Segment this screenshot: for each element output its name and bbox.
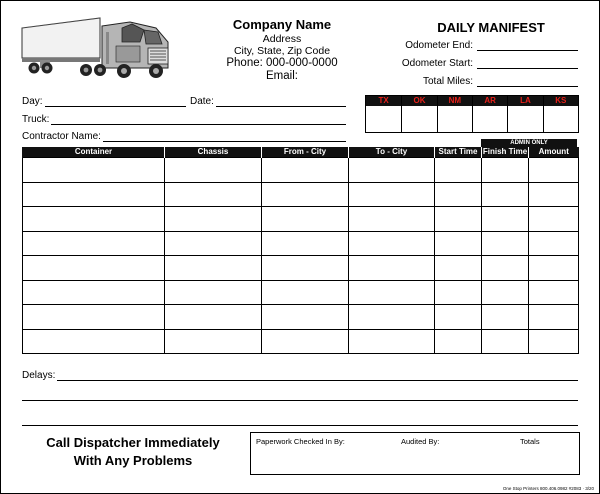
table-cell[interactable] <box>165 158 262 183</box>
state-label: TX <box>366 96 401 106</box>
signoff-box[interactable] <box>250 432 580 475</box>
state-cell-nm[interactable] <box>437 96 472 132</box>
table-cell[interactable] <box>529 280 579 305</box>
delays-line[interactable] <box>57 370 578 381</box>
table-cell[interactable] <box>349 329 435 354</box>
table-cell[interactable] <box>262 182 349 207</box>
table-cell[interactable] <box>435 182 482 207</box>
table-row <box>23 182 579 207</box>
table-row <box>23 158 579 183</box>
date-field[interactable] <box>190 96 346 107</box>
table-cell[interactable] <box>165 329 262 354</box>
table-row <box>23 256 579 281</box>
col-header-amount: Amount <box>529 147 579 158</box>
table-cell[interactable] <box>165 305 262 330</box>
company-address: Address <box>262 32 302 45</box>
odometer-end-label: Odometer End: <box>405 40 473 51</box>
table-row <box>23 280 579 305</box>
table-cell[interactable] <box>262 305 349 330</box>
state-mileage-grid <box>365 95 579 133</box>
state-label: LA <box>508 96 542 106</box>
table-cell[interactable] <box>435 305 482 330</box>
table-cell[interactable] <box>262 231 349 256</box>
contractor-field[interactable] <box>22 131 346 142</box>
dispatcher-notice-line2: With Any Problems <box>73 452 193 468</box>
day-line[interactable] <box>45 96 186 107</box>
odometer-end-field[interactable] <box>398 40 578 51</box>
table-cell[interactable] <box>529 329 579 354</box>
odometer-start-field[interactable] <box>398 58 578 69</box>
audited-label: Audited By: <box>401 437 440 446</box>
table-cell[interactable] <box>482 158 529 183</box>
company-phone: Phone: 000-000-0000 <box>226 57 338 70</box>
state-label: NM <box>438 96 472 106</box>
table-cell[interactable] <box>482 256 529 281</box>
table-cell[interactable] <box>23 280 165 305</box>
table-cell[interactable] <box>23 182 165 207</box>
table-cell[interactable] <box>349 305 435 330</box>
table-cell[interactable] <box>529 256 579 281</box>
truck-label: Truck: <box>22 114 50 125</box>
table-cell[interactable] <box>482 207 529 232</box>
col-header-finish-time: Finish Time <box>482 147 528 156</box>
table-cell[interactable] <box>349 280 435 305</box>
state-label: OK <box>402 96 436 106</box>
table-row <box>23 231 579 256</box>
table-cell[interactable] <box>529 158 579 183</box>
manifest-title: DAILY MANIFEST <box>437 20 545 35</box>
table-cell[interactable] <box>349 256 435 281</box>
state-label: KS <box>544 96 578 106</box>
state-cell-ks[interactable] <box>543 96 578 132</box>
table-cell[interactable] <box>165 256 262 281</box>
odometer-start-line[interactable] <box>477 58 578 69</box>
truck-line[interactable] <box>51 114 346 125</box>
table-cell[interactable] <box>435 207 482 232</box>
table-row <box>23 305 579 330</box>
contractor-label: Contractor Name: <box>22 131 101 142</box>
table-cell[interactable] <box>165 207 262 232</box>
col-header-container: Container <box>23 147 165 158</box>
paperwork-label: Paperwork Checked In By: <box>256 437 345 446</box>
table-cell[interactable] <box>165 280 262 305</box>
table-cell[interactable] <box>349 182 435 207</box>
col-header-chassis: Chassis <box>165 147 262 158</box>
table-cell[interactable] <box>529 182 579 207</box>
state-label: AR <box>473 96 507 106</box>
date-line[interactable] <box>216 96 346 107</box>
table-cell[interactable] <box>165 182 262 207</box>
total-miles-label: Total Miles: <box>422 76 473 87</box>
table-cell[interactable] <box>23 305 165 330</box>
truck-field[interactable] <box>22 114 346 125</box>
company-block <box>210 18 354 84</box>
delays-line-3[interactable] <box>22 425 578 426</box>
printer-credit: One Stop Printers 800.406.0982 #2083 · 3/20 <box>502 486 594 491</box>
company-city-state-zip: City, State, Zip Code <box>233 45 331 57</box>
table-cell[interactable] <box>262 158 349 183</box>
delays-line-2[interactable] <box>22 400 578 401</box>
date-label: Date: <box>190 96 214 107</box>
day-label: Day: <box>22 96 43 107</box>
table-cell[interactable] <box>435 231 482 256</box>
state-cell-ok[interactable] <box>401 96 436 132</box>
table-cell[interactable] <box>165 231 262 256</box>
table-cell[interactable] <box>529 207 579 232</box>
totals-label: Totals <box>520 437 540 446</box>
table-row <box>23 329 579 354</box>
table-cell[interactable] <box>482 280 529 305</box>
table-cell[interactable] <box>349 207 435 232</box>
table-cell[interactable] <box>482 305 529 330</box>
table-cell[interactable] <box>482 182 529 207</box>
table-cell[interactable] <box>482 231 529 256</box>
table-cell[interactable] <box>482 329 529 354</box>
day-field[interactable] <box>22 96 186 107</box>
table-cell[interactable] <box>435 256 482 281</box>
table-cell[interactable] <box>529 231 579 256</box>
dispatcher-notice-line1: Call Dispatcher Immediately <box>46 435 220 450</box>
company-email: Email: <box>266 70 298 83</box>
table-cell[interactable] <box>349 231 435 256</box>
odometer-end-line[interactable] <box>477 40 578 51</box>
table-cell[interactable] <box>349 158 435 183</box>
table-cell[interactable] <box>262 256 349 281</box>
total-miles-line[interactable] <box>477 76 578 87</box>
delays-label: Delays: <box>22 370 56 381</box>
table-cell[interactable] <box>529 305 579 330</box>
table-cell[interactable] <box>435 158 482 183</box>
odometer-start-label: Odometer Start: <box>401 58 473 69</box>
table-cell[interactable] <box>23 329 165 354</box>
admin-only-label: ADMIN ONLY <box>481 139 577 147</box>
table-cell[interactable] <box>262 329 349 354</box>
state-cell-ar[interactable] <box>472 96 507 132</box>
table-cell[interactable] <box>262 280 349 305</box>
col-header-start-time: Start Time <box>435 147 482 158</box>
dispatcher-notice <box>22 434 244 469</box>
col-header-from-city: From - City <box>262 147 349 158</box>
total-miles-field[interactable] <box>398 76 578 87</box>
manifest-table <box>22 147 579 354</box>
state-cell-la[interactable] <box>507 96 542 132</box>
table-cell[interactable] <box>23 158 165 183</box>
contractor-line[interactable] <box>103 131 346 142</box>
table-cell[interactable] <box>435 280 482 305</box>
semi-truck-icon <box>20 16 172 82</box>
state-cell-tx[interactable] <box>366 96 401 132</box>
company-name: Company Name <box>232 17 332 32</box>
table-cell[interactable] <box>23 256 165 281</box>
table-cell[interactable] <box>23 231 165 256</box>
delays-field[interactable] <box>22 370 578 381</box>
table-cell[interactable] <box>262 207 349 232</box>
table-cell[interactable] <box>435 329 482 354</box>
col-header-to-city: To - City <box>349 147 435 158</box>
table-cell[interactable] <box>23 207 165 232</box>
table-row <box>23 207 579 232</box>
